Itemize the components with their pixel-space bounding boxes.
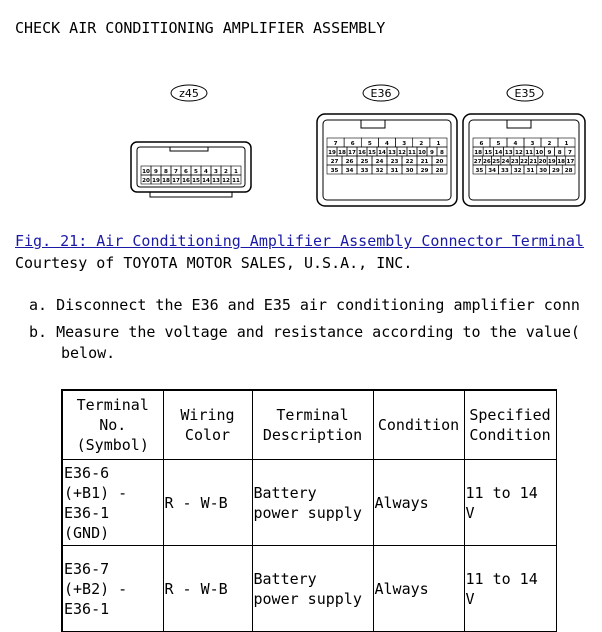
pin-number: 18 — [338, 150, 346, 156]
pin-number: 15 — [192, 178, 200, 184]
pin-number: 9 — [547, 150, 552, 156]
pin-number: 29 — [420, 168, 429, 174]
e36-label: E36 — [370, 87, 392, 100]
pin-number: 10 — [418, 150, 426, 156]
pin-number: 11 — [408, 150, 416, 156]
pin-number: 11 — [232, 178, 240, 184]
pin-number: 4 — [513, 141, 518, 147]
pin-number: 1 — [234, 169, 238, 175]
header-condition: Condition — [373, 390, 464, 460]
pin-number: 23 — [390, 159, 399, 165]
pin-number: 16 — [358, 150, 366, 156]
pin-number: 1 — [436, 141, 441, 147]
pin-number: 27 — [330, 159, 339, 165]
z45-connector — [131, 142, 251, 197]
pin-number: 4 — [204, 169, 208, 175]
pin-number: 33 — [360, 168, 369, 174]
pin-number: 14 — [378, 150, 386, 156]
pin-number: 11 — [525, 150, 533, 156]
pin-number: 6 — [184, 169, 188, 175]
pin-number: 13 — [504, 150, 513, 156]
pin-number: 3 — [530, 141, 535, 147]
pin-number: 27 — [473, 159, 482, 165]
pin-number: 17 — [348, 150, 356, 156]
pin-number: 12 — [222, 178, 230, 184]
pin-number: 4 — [385, 141, 389, 147]
pin-number: 5 — [496, 141, 501, 147]
pin-number: 20 — [142, 178, 150, 184]
pin-number: 15 — [484, 150, 493, 156]
pin-number: 32 — [375, 168, 384, 174]
pin-number: 30 — [405, 168, 414, 174]
pin-number: 7 — [174, 169, 178, 175]
pin-number: 18 — [557, 159, 565, 165]
pin-number: 32 — [513, 168, 522, 174]
pin-number: 2 — [224, 169, 228, 175]
cell-terminal: E36-7 (+B2) - E36-1 — [62, 546, 163, 632]
pin-number: 14 — [494, 150, 503, 156]
pin-number: 6 — [350, 141, 355, 147]
pin-number: 15 — [368, 150, 376, 156]
pin-number: 33 — [500, 168, 509, 174]
pin-number: 9 — [430, 150, 434, 156]
pin-number: 12 — [398, 150, 406, 156]
pin-number: 35 — [330, 168, 339, 174]
cell-condition: Always — [373, 460, 464, 546]
pin-number: 5 — [194, 169, 198, 175]
pin-number: 22 — [520, 159, 528, 165]
pin-number: 16 — [182, 178, 190, 184]
step-b-continuation: below. — [61, 344, 116, 362]
e35-label: E35 — [514, 87, 536, 100]
step-b — [29, 323, 580, 341]
e36-connector — [317, 114, 457, 206]
pin-number: 8 — [164, 169, 168, 175]
pin-number: 19 — [328, 150, 336, 156]
pin-number: 19 — [547, 159, 556, 165]
table-header-row — [62, 390, 556, 460]
step-text: Disconnect the E36 and E35 air conditioning amplifier conn — [56, 296, 580, 314]
pin-number: 14 — [202, 178, 210, 184]
cell-condition: Always — [373, 546, 464, 632]
pin-number: 19 — [152, 178, 160, 184]
step-a — [29, 296, 580, 314]
header-terminal-description: Terminal Description — [252, 390, 373, 460]
step-text: Measure the voltage and resistance according to the value( — [56, 323, 580, 341]
pin-number: 35 — [475, 168, 484, 174]
z45-label: z45 — [179, 87, 199, 100]
table-row — [62, 546, 556, 632]
pin-number: 30 — [539, 168, 548, 174]
pin-number: 23 — [510, 159, 519, 165]
cell-specified: 11 to 14 V — [464, 546, 556, 632]
pin-number: 13 — [212, 178, 220, 184]
pin-number: 13 — [388, 150, 396, 156]
header-terminal-no: Terminal No. (Symbol) — [62, 390, 163, 460]
pin-number: 22 — [405, 159, 414, 165]
pin-number: 21 — [420, 159, 429, 165]
pin-number: 26 — [483, 159, 491, 165]
pin-number: 1 — [564, 141, 569, 147]
pin-number: 25 — [492, 159, 501, 165]
pin-number: 28 — [564, 168, 573, 174]
cell-description: Battery power supply — [252, 460, 373, 546]
header-specified-condition: Specified Condition — [464, 390, 556, 460]
pin-number: 24 — [375, 159, 384, 165]
pin-number: 10 — [142, 169, 150, 175]
pin-number: 12 — [515, 150, 523, 156]
pin-number: 18 — [474, 150, 482, 156]
pin-number: 2 — [547, 141, 552, 147]
pin-number: 34 — [345, 168, 354, 174]
pin-number: 7 — [333, 141, 338, 147]
connector-diagram — [0, 78, 602, 210]
pin-number: 10 — [535, 150, 544, 156]
cell-wiring: R - W-B — [163, 460, 252, 546]
pin-number: 17 — [566, 159, 575, 165]
pin-number: 25 — [360, 159, 369, 165]
pin-number: 18 — [162, 178, 170, 184]
pin-number: 29 — [551, 168, 560, 174]
page-heading: CHECK AIR CONDITIONING AMPLIFIER ASSEMBLY — [15, 19, 386, 37]
pin-number: 8 — [557, 150, 562, 156]
pin-number: 20 — [435, 159, 444, 165]
pin-number: 26 — [345, 159, 354, 165]
pin-number: 9 — [154, 169, 158, 175]
pin-number: 2 — [419, 141, 424, 147]
pin-number: 7 — [567, 150, 572, 156]
pin-number: 31 — [526, 168, 535, 174]
pin-number: 34 — [488, 168, 497, 174]
pin-number: 3 — [402, 141, 407, 147]
pin-number: 17 — [172, 178, 180, 184]
pin-number: 21 — [529, 159, 538, 165]
figure-courtesy: Courtesy of TOYOTA MOTOR SALES, U.S.A., INC. — [15, 254, 413, 272]
cell-specified: 11 to 14 V — [464, 460, 556, 546]
pin-number: 24 — [501, 159, 510, 165]
figure-caption[interactable]: Fig. 21: Air Conditioning Amplifier Assembly Connector Terminal — [15, 232, 584, 250]
pin-number: 5 — [367, 141, 372, 147]
spec-table — [61, 389, 557, 632]
pin-number: 8 — [440, 150, 444, 156]
cell-wiring: R - W-B — [163, 546, 252, 632]
pin-number: 31 — [390, 168, 399, 174]
cell-description: Battery power supply — [252, 546, 373, 632]
pin-number: 3 — [214, 169, 218, 175]
pin-number: 20 — [538, 159, 547, 165]
header-wiring-color: Wiring Color — [163, 390, 252, 460]
e35-connector — [463, 114, 585, 206]
pin-number: 28 — [435, 168, 444, 174]
pin-number: 6 — [479, 141, 484, 147]
cell-terminal: E36-6 (+B1) - E36-1 (GND) — [62, 460, 163, 546]
step-marker: b. — [29, 323, 48, 341]
table-row — [62, 460, 556, 546]
step-marker: a. — [29, 296, 48, 314]
